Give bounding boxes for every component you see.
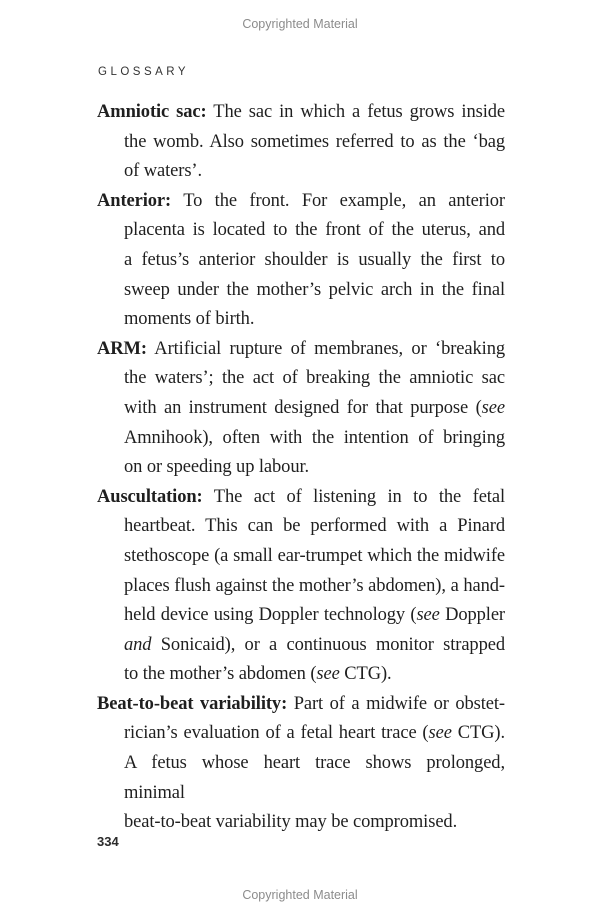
entry-line (124, 542, 505, 572)
entry-text: of waters’. (124, 161, 203, 182)
entry-term: ARM: (97, 338, 147, 359)
entry-text: The sac in which a fetus grows inside (206, 102, 506, 122)
entry-text: the waters’; the act of breaking the amniotic sac (124, 368, 505, 389)
entry-line (124, 364, 505, 394)
entry-text: beat-to-beat variability may be compromised. (124, 812, 458, 833)
entry-text: held device using Doppler technology ( (124, 605, 417, 626)
glossary-entry (97, 690, 505, 838)
entry-text: The act of listening in to the fetal (202, 486, 505, 507)
entry-text: sweep under the mother’s pelvic arch in the final (124, 279, 505, 300)
cross-reference: see (481, 397, 505, 418)
entry-text: with an instrument designed for that purpose ( (124, 397, 482, 418)
entry-text: Doppler (439, 605, 505, 626)
entry-text: Part of a midwife or obstet- (287, 693, 505, 714)
entry-text: To the front. For example, an anterior (171, 190, 505, 211)
glossary-entry (97, 98, 505, 187)
entry-line (124, 305, 505, 335)
entry-line (124, 719, 505, 749)
entry-line (124, 631, 505, 661)
glossary-entry (97, 335, 505, 483)
entry-term: Beat-to-beat variability: (97, 693, 288, 714)
entry-text: heartbeat. This can be performed with a Pinard (124, 516, 505, 537)
entry-line (124, 808, 505, 838)
entry-line (124, 453, 505, 483)
glossary-running-head: GLOSSARY (98, 66, 190, 78)
entry-line (124, 512, 505, 542)
entry-text: Amnihook), often with the intention of bringing (124, 427, 505, 448)
entry-text: A fetus whose heart trace shows prolonged, minimal (124, 753, 505, 803)
copyright-watermark-top: Copyrighted Material (242, 17, 358, 31)
cross-reference: see (316, 664, 340, 685)
entry-line (124, 749, 505, 808)
entry-line (124, 660, 505, 690)
entry-line (124, 128, 505, 158)
entry-text: stethoscope (a small ear-trumpet which the midwife (124, 545, 505, 566)
entry-line (124, 246, 505, 276)
glossary-entry (97, 187, 505, 335)
entry-text: placenta is located to the front of the uterus, and (124, 220, 505, 241)
entry-first-line (97, 335, 505, 365)
entry-text: the womb. Also sometimes referred to as the ‘bag (124, 131, 505, 152)
entry-text: CTG). (339, 664, 392, 685)
entry-text: rician’s evaluation of a fetal heart trace ( (124, 723, 429, 744)
entry-line (124, 572, 505, 602)
entry-first-line (97, 483, 505, 513)
entry-first-line (97, 690, 505, 720)
entry-first-line (97, 187, 505, 217)
entry-line (124, 276, 505, 306)
entry-term: Amniotic sac: (97, 102, 207, 122)
entry-line (124, 424, 505, 454)
entry-text: places flush against the mother’s abdomen), a hand- (124, 575, 505, 596)
entry-text: Artificial rupture of membranes, or ‘breaking (146, 338, 505, 359)
entry-text: to the mother’s abdomen ( (124, 664, 317, 685)
entry-term: Anterior: (97, 190, 172, 211)
entry-first-line (97, 98, 505, 128)
entry-line (124, 394, 505, 424)
entry-text: CTG). (451, 723, 505, 744)
entry-term: Auscultation: (97, 486, 203, 507)
entry-text: on or speeding up labour. (124, 457, 310, 478)
entry-text: moments of birth. (124, 309, 255, 330)
cross-reference: and (124, 634, 152, 655)
page-number: 334 (97, 834, 119, 849)
entry-text: Sonicaid), or a continuous monitor strapped (151, 634, 505, 655)
entry-line (124, 216, 505, 246)
entry-line (124, 601, 505, 631)
glossary-entries (97, 98, 505, 838)
copyright-watermark-bottom: Copyrighted Material (242, 888, 358, 902)
glossary-entry (97, 483, 505, 690)
entry-line (124, 157, 505, 187)
cross-reference: see (416, 605, 440, 626)
entry-text: a fetus’s anterior shoulder is usually the first to (124, 249, 505, 270)
cross-reference: see (428, 723, 452, 744)
